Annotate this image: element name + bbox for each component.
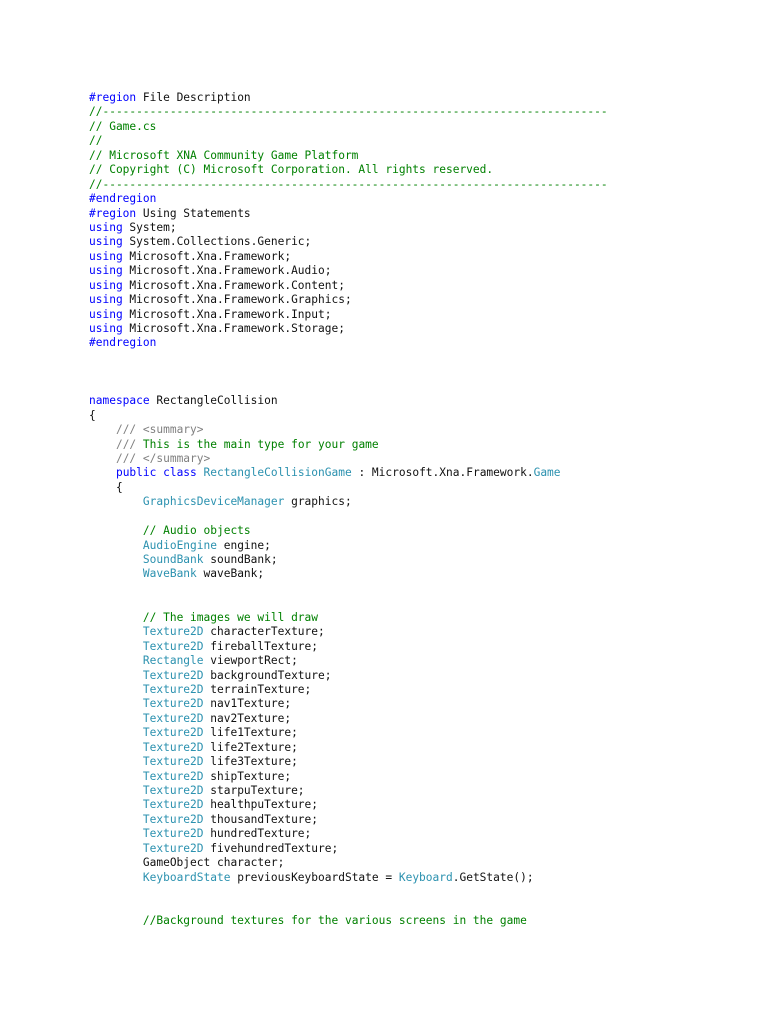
code-line xyxy=(89,755,749,769)
code-text xyxy=(89,827,143,840)
code-line xyxy=(89,91,749,105)
code-line xyxy=(89,293,749,307)
code-text xyxy=(89,611,143,624)
code-text xyxy=(89,741,143,754)
doc-comment-token: /// </summary> xyxy=(115,451,211,465)
code-line xyxy=(89,308,749,322)
code-line xyxy=(89,495,749,509)
code-text xyxy=(89,683,143,696)
type-token: Keyboard xyxy=(398,870,453,884)
type-token: Texture2D xyxy=(142,668,204,682)
code-text xyxy=(89,755,143,768)
code-text: backgroundTexture; xyxy=(203,668,332,682)
code-line xyxy=(89,625,749,639)
code-text xyxy=(89,423,116,436)
code-text: fireballTexture; xyxy=(203,639,319,653)
code-line xyxy=(89,235,749,249)
code-text: graphics; xyxy=(284,495,352,509)
code-text xyxy=(89,842,143,855)
code-text: Microsoft.Xna.Framework.Input; xyxy=(122,307,332,321)
code-line xyxy=(89,221,749,235)
code-line xyxy=(89,134,749,148)
code-line xyxy=(89,394,749,408)
type-token: Texture2D xyxy=(142,625,204,639)
type-token: Game xyxy=(533,466,561,480)
code-text: .GetState(); xyxy=(452,870,534,884)
code-text: waveBank; xyxy=(196,567,265,581)
type-token: Texture2D xyxy=(142,639,204,653)
code-text: engine; xyxy=(216,538,271,552)
code-line xyxy=(89,279,749,293)
code-line xyxy=(89,784,749,798)
code-text: fivehundredTexture; xyxy=(203,841,339,855)
comment-token: // Microsoft XNA Community Game Platform xyxy=(89,148,359,162)
code-text: nav2Texture; xyxy=(203,711,292,725)
comment-token: //--------------------------------------------------------------------------- xyxy=(89,177,608,191)
code-text xyxy=(89,798,143,811)
code-text xyxy=(89,466,116,479)
code-line xyxy=(89,149,749,163)
code-text: Microsoft.Xna.Framework.Graphics; xyxy=(122,293,352,307)
keyword-token: #endregion xyxy=(89,336,157,350)
code-line xyxy=(89,683,749,697)
code-text: Microsoft.Xna.Framework.Storage; xyxy=(122,322,345,335)
code-text: GameObject character; xyxy=(89,856,285,870)
code-text xyxy=(89,871,143,884)
code-line xyxy=(89,553,749,567)
code-text: File Description xyxy=(136,91,251,104)
code-text: hundredTexture; xyxy=(203,827,312,841)
comment-token: //--------------------------------------------------------------------------- xyxy=(89,105,608,119)
type-token: Texture2D xyxy=(142,769,204,783)
code-text xyxy=(89,669,143,682)
code-text: life2Texture; xyxy=(203,740,298,754)
code-line xyxy=(89,712,749,726)
type-token: Texture2D xyxy=(142,812,204,826)
code-line xyxy=(89,741,749,755)
type-token: Texture2D xyxy=(142,827,204,841)
doc-comment-token: /// <summary> xyxy=(115,423,204,437)
code-line xyxy=(89,885,749,899)
comment-token: //Background textures for the various screens in the game xyxy=(142,913,527,927)
code-text: { xyxy=(89,408,96,422)
keyword-token: using xyxy=(89,249,123,263)
code-text: starpuTexture; xyxy=(203,784,305,797)
code-text: thousandTexture; xyxy=(203,812,319,826)
code-text xyxy=(89,813,143,826)
code-text xyxy=(89,914,143,927)
code-line xyxy=(89,798,749,812)
code-line xyxy=(89,380,749,394)
type-token: AudioEngine xyxy=(142,538,217,552)
type-token: WaveBank xyxy=(142,567,197,581)
code-line xyxy=(89,336,749,350)
code-text: shipTexture; xyxy=(203,769,292,783)
type-token: Texture2D xyxy=(142,726,204,740)
type-token: Texture2D xyxy=(142,841,204,855)
code-line xyxy=(89,481,749,495)
code-line xyxy=(89,250,749,264)
type-token: SoundBank xyxy=(142,553,204,566)
code-line xyxy=(89,438,749,452)
code-text: healthpuTexture; xyxy=(203,798,319,812)
code-text xyxy=(89,524,143,537)
keyword-token: using xyxy=(89,293,123,307)
code-line xyxy=(89,871,749,885)
code-line xyxy=(89,466,749,480)
type-token: Texture2D xyxy=(142,682,204,696)
code-text xyxy=(89,784,143,797)
comment-token: // Audio objects xyxy=(142,524,251,538)
type-token: KeyboardState xyxy=(142,870,231,884)
code-line xyxy=(89,120,749,134)
keyword-token: using xyxy=(89,278,123,292)
keyword-token: namespace xyxy=(89,394,150,408)
comment-token: // xyxy=(89,134,103,148)
comment-token: // Copyright (C) Microsoft Corporation. All rights reserved. xyxy=(89,163,494,177)
code-line xyxy=(89,192,749,206)
code-text xyxy=(89,625,143,638)
code-line xyxy=(89,539,749,553)
comment-token: // Game.cs xyxy=(89,119,157,133)
keyword-token: #region xyxy=(89,91,137,104)
code-line xyxy=(89,640,749,654)
type-token: Texture2D xyxy=(142,755,204,769)
type-token: Rectangle xyxy=(142,654,204,668)
code-text xyxy=(89,654,143,667)
code-text: System; xyxy=(122,220,177,234)
code-line xyxy=(89,452,749,466)
code-line xyxy=(89,264,749,278)
code-text xyxy=(89,452,116,465)
code-text: previousKeyboardState = xyxy=(230,870,399,884)
code-line xyxy=(89,423,749,437)
keyword-token: using xyxy=(89,264,123,278)
code-line xyxy=(89,611,749,625)
code-line xyxy=(89,163,749,177)
doc-comment-token: /// xyxy=(115,437,137,451)
type-token: GraphicsDeviceManager xyxy=(142,495,285,509)
code-text: : Microsoft.Xna.Framework. xyxy=(351,466,534,480)
code-line xyxy=(89,842,749,856)
type-token: Texture2D xyxy=(142,697,204,711)
code-line xyxy=(89,596,749,610)
code-text: viewportRect; xyxy=(203,654,298,668)
code-text xyxy=(197,466,204,479)
code-text: Microsoft.Xna.Framework.Audio; xyxy=(122,264,332,278)
code-line xyxy=(89,510,749,524)
code-line xyxy=(89,409,749,423)
keyword-token: #region xyxy=(89,206,137,220)
keyword-token: #endregion xyxy=(89,192,157,206)
code-text: nav1Texture; xyxy=(203,697,292,711)
code-text xyxy=(89,640,143,653)
code-line xyxy=(89,524,749,538)
code-text: { xyxy=(89,480,123,494)
code-text xyxy=(89,553,143,566)
code-line xyxy=(89,770,749,784)
code-line xyxy=(89,813,749,827)
code-line xyxy=(89,178,749,192)
code-text: RectangleCollision xyxy=(149,394,278,408)
code-line xyxy=(89,582,749,596)
code-text: Using Statements xyxy=(136,206,251,220)
keyword-token: using xyxy=(89,307,123,321)
code-text: soundBank; xyxy=(203,553,278,566)
code-text xyxy=(89,495,143,508)
type-token: Texture2D xyxy=(142,740,204,754)
keyword-token: using xyxy=(89,322,123,335)
code-line xyxy=(89,654,749,668)
code-text: Microsoft.Xna.Framework.Content; xyxy=(122,278,345,292)
code-text xyxy=(89,438,116,451)
comment-token: This is the main type for your game xyxy=(136,437,379,451)
code-text xyxy=(89,697,143,710)
code-line xyxy=(89,567,749,581)
comment-token: // The images we will draw xyxy=(142,610,319,624)
code-text xyxy=(89,770,143,783)
type-token: RectangleCollisionGame xyxy=(203,466,352,480)
keyword-token: public class xyxy=(115,466,197,480)
code-text: life3Texture; xyxy=(203,755,298,769)
code-text xyxy=(89,712,143,725)
code-text: characterTexture; xyxy=(203,625,325,639)
code-line xyxy=(89,351,749,365)
keyword-token: using xyxy=(89,235,123,249)
code-line xyxy=(89,207,749,221)
code-text: System.Collections.Generic; xyxy=(122,235,312,249)
type-token: Texture2D xyxy=(142,798,204,812)
code-text: terrainTexture; xyxy=(203,682,312,696)
code-text xyxy=(89,726,143,739)
code-line xyxy=(89,669,749,683)
code-text xyxy=(89,539,143,552)
code-line xyxy=(89,105,749,119)
code-line xyxy=(89,827,749,841)
keyword-token: using xyxy=(89,220,123,234)
code-listing xyxy=(89,91,749,928)
code-text: life1Texture; xyxy=(203,726,298,740)
code-line xyxy=(89,726,749,740)
type-token: Texture2D xyxy=(142,784,204,797)
code-line xyxy=(89,322,749,336)
code-line xyxy=(89,365,749,379)
type-token: Texture2D xyxy=(142,711,204,725)
code-line xyxy=(89,856,749,870)
code-line xyxy=(89,900,749,914)
code-text xyxy=(89,567,143,580)
code-line xyxy=(89,697,749,711)
code-line xyxy=(89,914,749,928)
code-text: Microsoft.Xna.Framework; xyxy=(122,249,292,263)
